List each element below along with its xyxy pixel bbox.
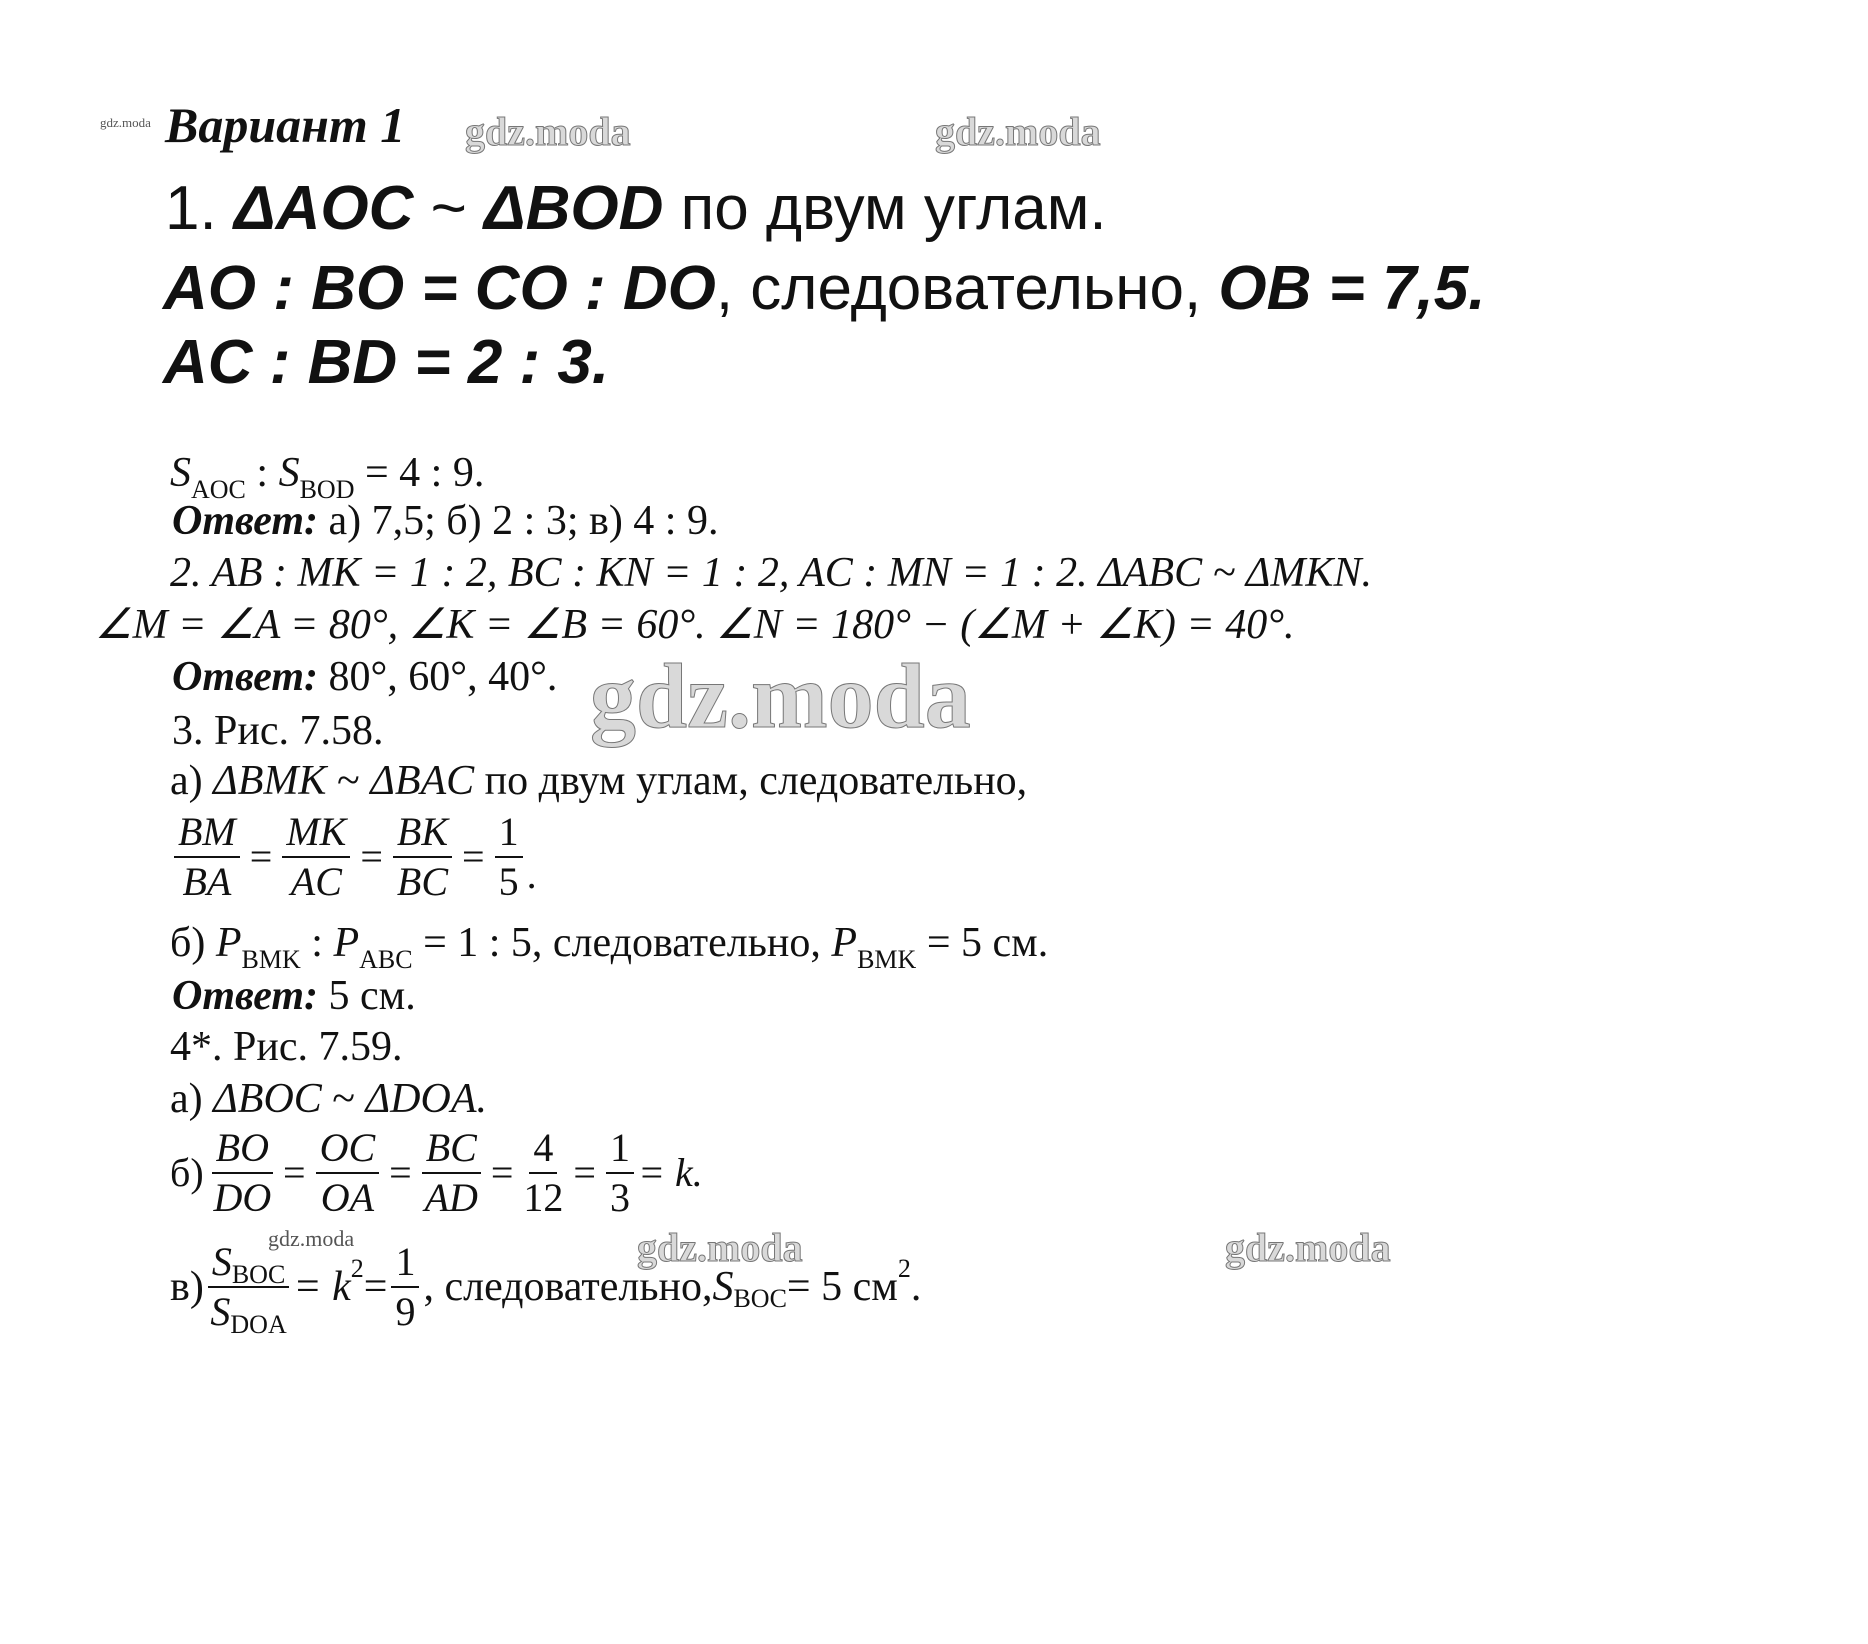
watermark-small: gdz.moda — [268, 1226, 355, 1251]
answer-label: Ответ: — [172, 973, 318, 1019]
fraction: $\frac{BC}{AD}$ — [422, 1128, 481, 1218]
fraction: $\frac{S_{BOC}}{S_{DOA}}$ — [208, 1242, 289, 1332]
answer-1 — [172, 500, 718, 542]
answer-3 — [172, 975, 416, 1017]
result: OB = 7,5. — [1218, 254, 1486, 323]
watermark: gdz.moda — [1225, 1225, 1391, 1270]
answer-text: а) 7,5; б) 2 : 3; в) 4 : 9. — [318, 498, 719, 544]
task3-fractions: $\frac{BM}{BA}$ = $\frac{MK}{AC}$ = $\frac{BK}{BC}$ = $\frac{1}{5}$ . — [170, 812, 537, 902]
fraction: $\frac{1}{9}$ — [391, 1242, 419, 1332]
fraction: $\frac{BM}{BA}$ — [174, 812, 240, 902]
similar-sign: ~ — [413, 174, 485, 243]
page-title: Вариант 1 — [165, 97, 406, 153]
statement-text: по двум углам. — [663, 174, 1107, 243]
fraction: $\frac{BO}{DO}$ — [213, 1125, 272, 1220]
task2-line2: ∠M = ∠A = 80°, ∠K = ∠B = 60°. ∠N = 180° − (∠M + ∠K) = 40°. — [95, 602, 1295, 648]
triangle-label: ΔAOC — [233, 174, 414, 243]
answer-label: Ответ: — [172, 654, 318, 700]
task4-a: а) ΔBOC ~ ΔDOA. — [170, 1076, 487, 1122]
answer-text: 80°, 60°, 40°. — [318, 654, 558, 700]
fraction: $\frac{OC}{OA}$ — [316, 1128, 380, 1218]
task1-line2 — [163, 254, 1486, 323]
fraction: $\frac{1}{3}$ — [606, 1128, 634, 1218]
statement-text: , следовательно, — [715, 254, 1219, 323]
task1-line1 — [165, 174, 1107, 243]
task4-b: б) $\frac{BO}{DO}$ = $\frac{OC}{OA}$ = $\frac{BC}{AD}$ = $\frac{4}{12}$ = $\frac{1}{3}$ = k. — [170, 1125, 703, 1220]
watermark-large: gdz.moda — [590, 645, 971, 747]
task-number: 1. — [165, 174, 234, 243]
task1-line3 — [163, 328, 610, 397]
task4-title: 4*. Рис. 7.59. — [170, 1024, 403, 1070]
answer-text: 5 см. — [318, 973, 416, 1019]
task4-c: в) $\frac{S_{BOC}}{S_{DOA}}$ = k 2 = $\frac{1}{9}$ , следовательно, S BOC = 5 см 2 . — [170, 1239, 922, 1339]
task3-b: б) $P_{BMK}$ : $P_{ABC} = 1$ : 5, следовательно, $P_{BMK} = 5$ см. — [170, 920, 1049, 974]
fraction: $\frac{4}{12}$ — [523, 1125, 564, 1220]
area-ratio: $S_{AOC}$ : $S_{BOD} = 4$ : 9. — [170, 450, 485, 504]
fraction: $\frac{1}{5}$ — [495, 812, 523, 902]
ratio: AC : BD = 2 : 3. — [163, 328, 610, 397]
task3-a: а) ΔBMK ~ ΔBAC по двум углам, следовательно, — [170, 758, 1028, 804]
watermark: gdz.moda — [465, 109, 631, 154]
task2-line1: 2. AB : MK = 1 : 2, BC : KN = 1 : 2, AC : MN = 1 : 2. ΔABC ~ ΔMKN. — [170, 550, 1372, 596]
tiny-watermark: gdz.moda — [100, 115, 151, 130]
watermark: gdz.moda — [935, 109, 1101, 154]
task3-title: 3. Рис. 7.58. — [172, 708, 384, 754]
proportion: AO : BO = CO : DO — [163, 254, 716, 323]
fraction: $\frac{BK}{BC}$ — [393, 812, 452, 902]
watermark: gdz.moda — [637, 1225, 803, 1270]
answer-label: Ответ: — [172, 498, 318, 544]
triangle-label: ΔBOD — [484, 174, 664, 243]
fraction: $\frac{MK}{AC}$ — [282, 812, 350, 902]
answer-2 — [172, 656, 557, 698]
